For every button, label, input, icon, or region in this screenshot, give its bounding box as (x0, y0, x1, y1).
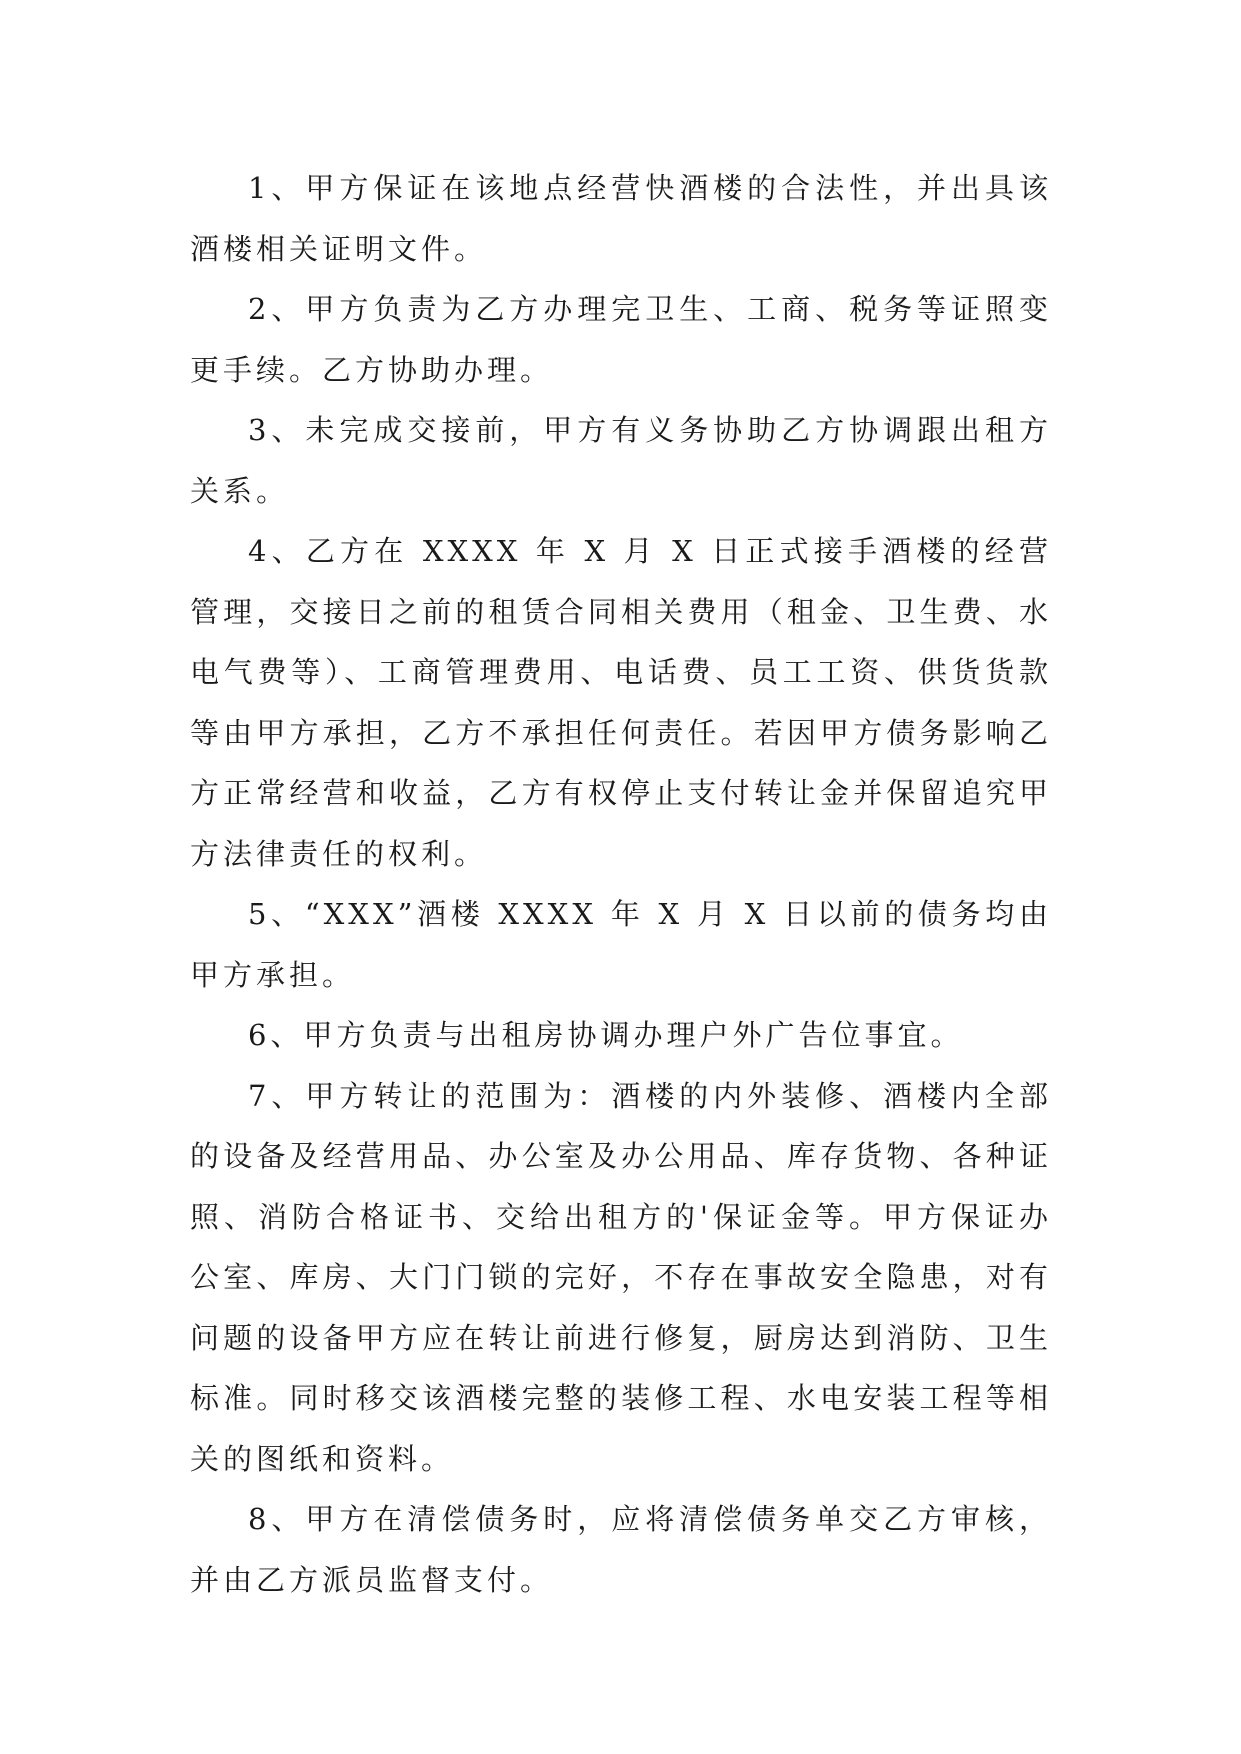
clause-3: 3、未完成交接前，甲方有义务协助乙方协调跟出租方关系。 (190, 413, 1052, 508)
clause-7: 7、甲方转让的范围为：酒楼的内外装修、酒楼内全部的设备及经营用品、办公室及办公用品、库存货物、各种证照、消防合格证书、交给出租方的'保证金等。甲方保证办公室、库房、大门门锁的完好，不存在事故安全隐患，对有问题的设备甲方应在转让前进行修复，厨房达到消防、卫生标准。同时移交该酒楼完整的装修工程、水电安装工程等相关的图纸和资料。 (190, 1078, 1052, 1476)
clause-5: 5、“XXX”酒楼 XXXX 年 X 月 X 日以前的债务均由甲方承担。 (190, 897, 1052, 992)
clause-2: 2、甲方负责为乙方办理完卫生、工商、税务等证照变更手续。乙方协助办理。 (190, 292, 1052, 387)
clause-6: 6、甲方负责与出租房协调办理户外广告位事宜。 (248, 1018, 964, 1052)
document-body (190, 158, 1052, 1610)
clause-1: 1、甲方保证在该地点经营快酒楼的合法性，并出具该酒楼相关证明文件。 (190, 171, 1052, 266)
clause-8: 8、甲方在清偿债务时，应将清偿债务单交乙方审核，并由乙方派员监督支付。 (190, 1502, 1052, 1597)
clause-4: 4、乙方在 XXXX 年 X 月 X 日正式接手酒楼的经营管理，交接日之前的租赁合同相关费用（租金、卫生费、水电气费等）、工商管理费用、电话费、员工工资、供货货款等由甲方承担，乙方不承担任何责任。若因甲方债务影响乙方正常经营和收益，乙方有权停止支付转让金并保留追究甲方法律责任的权利。 (190, 534, 1052, 871)
